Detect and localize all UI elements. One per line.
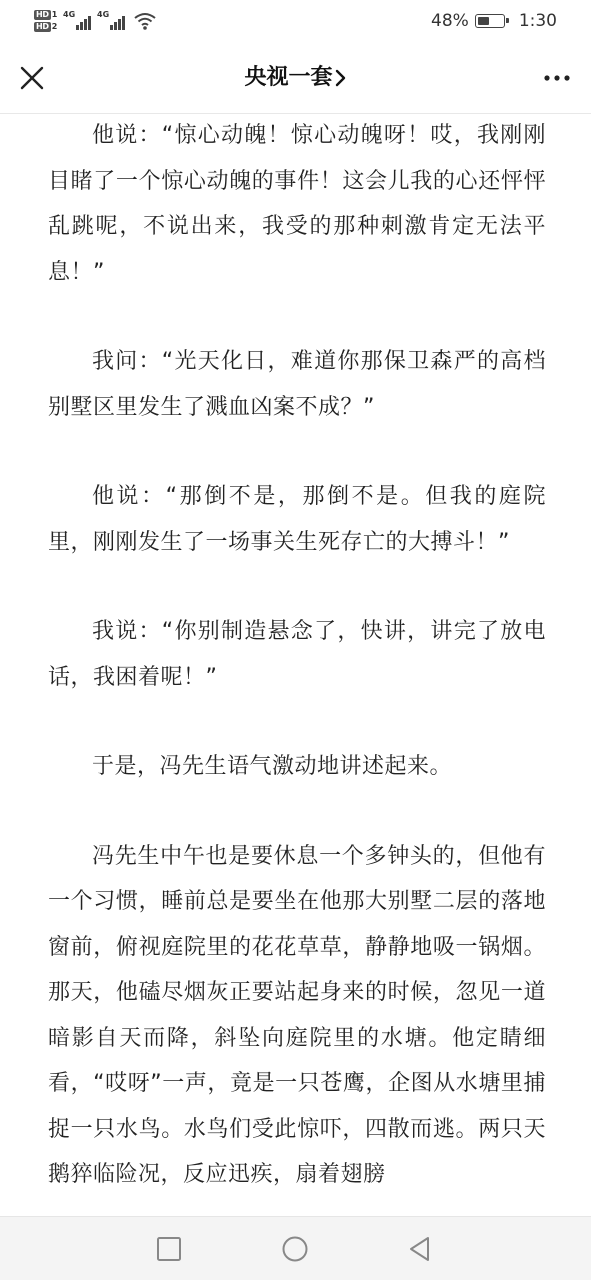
signal-icon	[63, 10, 91, 32]
system-nav-bar	[0, 1216, 591, 1280]
account-title-link[interactable]	[0, 60, 591, 96]
hd-badges	[34, 10, 57, 32]
status-left	[34, 4, 157, 38]
paragraph: 他说：“那倒不是，那倒不是。但我的庭院里，刚刚发生了一场事关生死存亡的大搏斗！”	[48, 484, 546, 555]
status-bar	[0, 0, 591, 42]
wifi-icon	[133, 11, 157, 31]
network-type-1: 4G	[63, 10, 76, 19]
hd-badge-sim2: HD 2	[36, 22, 58, 31]
recent-apps-icon[interactable]	[155, 1235, 183, 1263]
network-type-2: 4G	[97, 10, 110, 19]
home-icon[interactable]	[281, 1235, 309, 1263]
clock: 1:30	[518, 11, 557, 31]
battery-percent: 48%	[431, 11, 469, 31]
status-right	[431, 8, 557, 34]
paragraph: 他说：“惊心动魄！惊心动魄呀！哎，我刚刚目睹了一个惊心动魄的事件！这会儿我的心还怦怦乱跳呢，不说出来，我受的那种刺激肯定无法平息！”	[48, 123, 546, 285]
battery-icon	[475, 14, 505, 28]
chevron-right-icon	[335, 68, 347, 88]
paragraph: 我说：“你别制造悬念了，快讲，讲完了放电话，我困着呢！”	[48, 619, 546, 690]
article-body[interactable]	[48, 114, 546, 1216]
back-icon[interactable]	[406, 1235, 434, 1263]
paragraph: 冯先生中午也是要休息一个多钟头的，但他有一个习惯，睡前总是要坐在他那大别墅二层的落地窗前，俯视庭院里的花花草草，静静地吸一锅烟。那天，他磕尽烟灰正要站起身来的时候，忽见一道暗影自天而降，斜坠向庭院里的水塘。他定睛细看，“哎呀”一声，竟是一只苍鹰，企图从水塘里捕捉一只水鸟。水鸟们受此惊吓，四散而逃。两只天鹅猝临险况，反应迅疾，扇着翅膀	[48, 843, 546, 1187]
nav-bar	[0, 42, 591, 114]
hd-badge-sim1: HD 1	[36, 10, 58, 19]
signal-icon	[97, 10, 125, 32]
more-icon[interactable]	[537, 60, 577, 96]
paragraph: 于是，冯先生语气激动地讲述起来。	[92, 754, 453, 779]
page-title: 央视一套	[244, 65, 333, 90]
paragraph: 我问：“光天化日，难道你那保卫森严的高档别墅区里发生了溅血凶案不成？”	[48, 349, 546, 420]
